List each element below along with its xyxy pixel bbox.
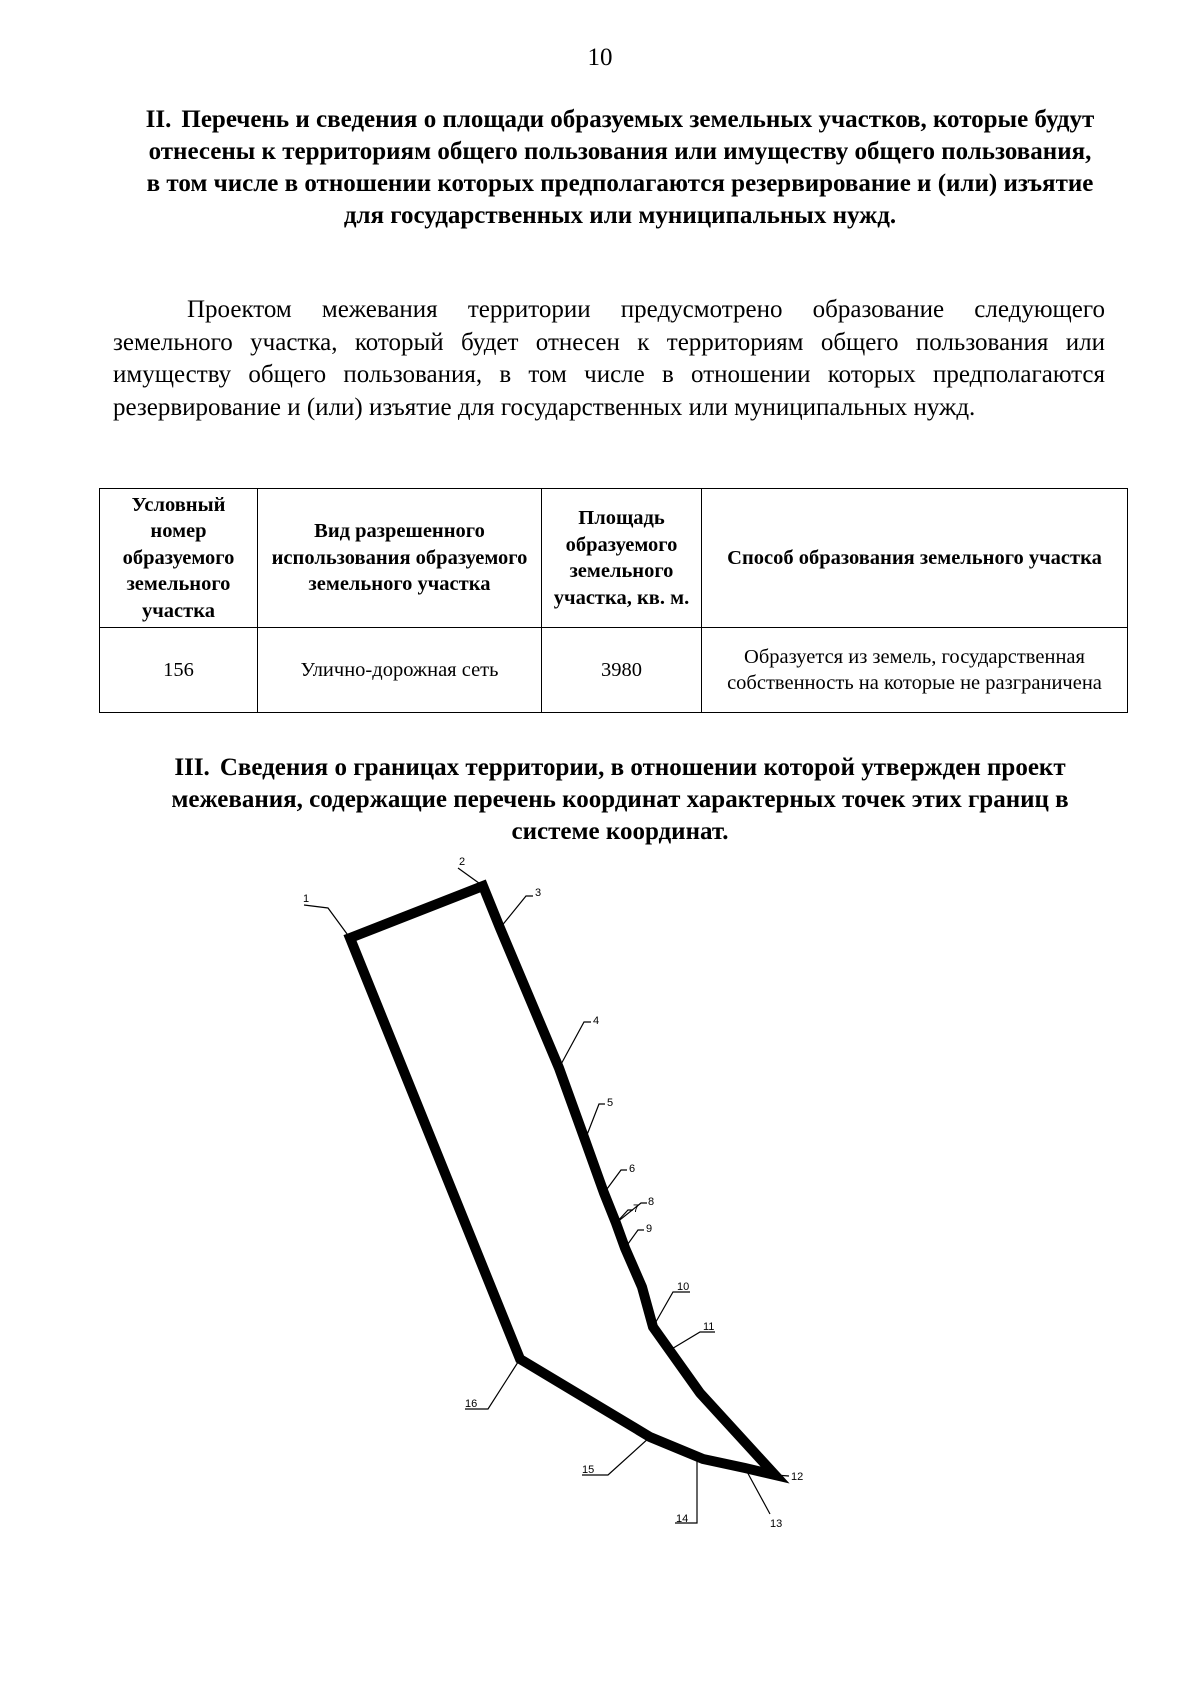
header-plot-number: Условный номер образуемого земельного участка: [100, 489, 258, 628]
point-label-8: 8: [648, 1196, 655, 1208]
point-label-13: 13: [770, 1518, 783, 1530]
page-number: 10: [587, 44, 613, 71]
cell-plot-number: 156: [100, 628, 258, 713]
plot-boundary: [350, 886, 775, 1475]
point-label-9: 9: [646, 1223, 653, 1235]
section-2-number: II.: [145, 106, 172, 133]
point-label-10: 10: [677, 1281, 690, 1293]
header-area: Площадь образуемого земельного участка, кв. м.: [542, 489, 702, 628]
point-label-12: 12: [791, 1471, 804, 1483]
point-label-1: 1: [303, 893, 310, 905]
point-label-5: 5: [607, 1097, 614, 1109]
header-formation-method: Способ образования земельного участка: [702, 489, 1128, 628]
point-label-16: 16: [465, 1398, 478, 1410]
header-permitted-use: Вид разрешенного использования образуемого земельного участка: [258, 489, 542, 628]
section-3-title: Сведения о границах территории, в отношении которой утвержден проект межевания, содержащие перечень координат характерных точек этих границ в системе координат.: [171, 754, 1069, 845]
leader-lines: [304, 868, 789, 1523]
point-label-15: 15: [582, 1464, 595, 1476]
point-label-14: 14: [676, 1513, 689, 1525]
section-3-number: III.: [174, 754, 210, 781]
cell-area: 3980: [542, 628, 702, 713]
point-label-4: 4: [593, 1015, 600, 1027]
intro-paragraph: Проектом межевания территории предусмотрено образование следующего земельного участка, который будет отнесен к территориям общего пользования или имуществу общего пользования, в том числе в отношении которых предполагаются резервирование и (или) изъятие для государственных или муниципальных нужд.: [113, 296, 1105, 421]
point-label-3: 3: [535, 887, 542, 899]
cell-formation-method: Образуется из земель, государственная собственность на которые не разграничена: [702, 628, 1128, 713]
point-label-7: 7: [633, 1203, 640, 1215]
cell-permitted-use: Улично-дорожная сеть: [258, 628, 542, 713]
point-label-11: 11: [703, 1321, 715, 1333]
point-label-6: 6: [629, 1163, 636, 1175]
section-2-title: Перечень и сведения о площади образуемых земельных участков, которые будут отнесены к территориям общего пользования или имуществу общего пользования, в том числе в отношении которых предполагаются резервирование и (или) изъятие для государственных или муниципальных нужд.: [146, 106, 1095, 229]
point-label-2: 2: [459, 856, 466, 868]
